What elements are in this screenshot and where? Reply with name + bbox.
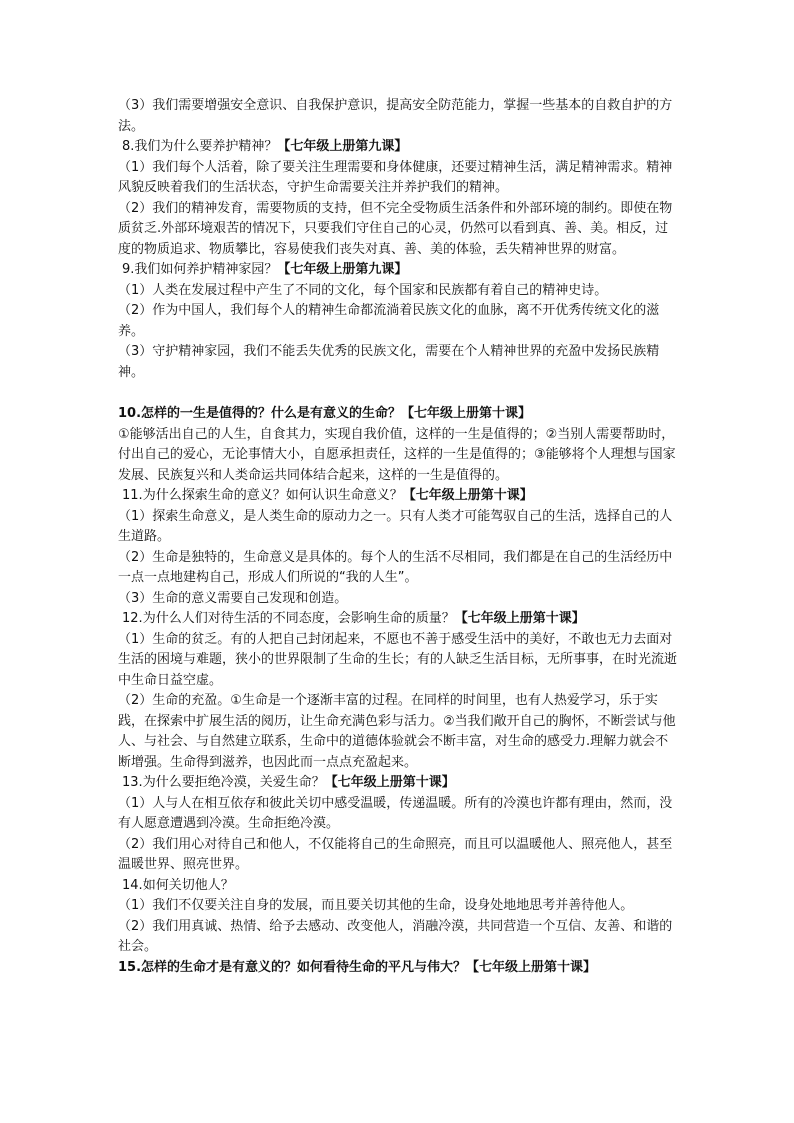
question-heading: [118, 958, 678, 979]
answer-paragraph: ①能够活出自己的人生，自食其力，实现自我价值，这样的一生是值得的；②当别人需要帮助时，付出自己的爱心，无论事情大小，自愿承担责任，这样的一生是值得的；③能够将个人理想与国家发展、民族复兴和人类命运共同体结合起来，这样的一生是值得的。: [118, 426, 676, 483]
answer-paragraph: （2）我们用真诚、热情、给予去感动、改变他人，消融冷漠，共同营造一个互信、友善、和谐的社会。: [118, 918, 673, 954]
question-heading: [118, 486, 678, 507]
question-text: 怎样的生命才是有意义的？如何看待生命的平凡与伟大？: [141, 959, 467, 975]
answer-paragraph: （2）生命是独特的，生命意义是具体的。每个人的生活不尽相同，我们都是在自己的生活经历中一点一点地建构自己，形成人们所说的“我的人生”。: [118, 549, 673, 585]
answer-paragraph: （3）我们需要增强安全意识、自我保护意识，提高安全防范能力，掌握一些基本的自救自护的方法。: [118, 98, 673, 134]
question-number: 13.: [122, 775, 143, 790]
question-heading: [118, 609, 678, 630]
question-heading: [118, 876, 678, 897]
lesson-tag: 【七年级上册第十课】: [324, 775, 455, 790]
answer-paragraph: （2）作为中国人，我们每个人的精神生命都流淌着民族文化的血脉，离不开优秀传统文化的滋养。: [118, 303, 660, 339]
question-number: 8.: [122, 139, 135, 154]
answer-paragraph: （1）我们每个人活着，除了要关注生理需要和身体健康，还要过精神生活，满足精神需求。精神风貌反映着我们的生活状态，守护生命需要关注并养护我们的精神。: [118, 159, 673, 195]
answer-paragraph: （1）探索生命意义，是人类生命的原动力之一。只有人类才可能驾驭自己的生活，选择自己的人生道路。: [118, 508, 673, 544]
answer-paragraph: （2）生命的充盈。①生命是一个逐渐丰富的过程。在同样的时间里，也有人热爱学习，乐于实践，在探索中扩展生活的阅历，让生命充满色彩与活力。②当我们敞开自己的胸怀，不断尝试与他人、与社会、与自然建立联系，生命中的道德体验就会不断丰富，对生命的感受力.理解力就会不断增强。生命得到滋养，也因此而一点点充盈起来。: [118, 693, 676, 770]
question-number: 9.: [122, 262, 135, 277]
answer-paragraph: （2）我们用心对待自己和他人，不仅能将自己的生命照亮，而且可以温暖他人、照亮他人，甚至温暖世界、照亮世界。: [118, 836, 673, 872]
question-text: 为什么要拒绝冷漠，关爱生命？: [142, 775, 325, 790]
question-heading: [118, 404, 678, 425]
answer-paragraph: （1）我们不仅要关注自身的发展，而且要关切其他的生命，设身处地地思考并善待他人。: [118, 898, 634, 913]
question-text: 我们如何养护精神家园？: [134, 262, 278, 277]
question-number: 10.: [118, 406, 142, 421]
question-text: 怎样的一生是值得的？什么是有意义的生命？: [141, 406, 402, 421]
question-text: 为什么人们对待生活的不同态度，会影响生命的质量？: [142, 611, 455, 626]
answer-paragraph: （1）生命的贫乏。有的人把自己封闭起来，不愿也不善于感受生活中的美好，不敢也无力去面对生活的困境与难题，狭小的世界限制了生命的生长；有的人缺乏生活目标，无所事事，在时光流逝中生命日益空虚。: [118, 631, 678, 688]
lesson-tag: 【七年级上册第九课】: [277, 139, 408, 154]
lesson-tag: 【七年级上册第十课】: [401, 406, 532, 421]
document-body: [118, 96, 678, 978]
question-heading: [118, 260, 678, 281]
question-number: 11.: [122, 488, 143, 503]
question-text: 我们为什么要养护精神？: [134, 139, 278, 154]
answer-paragraph: （1）人类在发展过程中产生了不同的文化，每个国家和民族都有着自己的精神史诗。: [118, 282, 608, 298]
answer-paragraph: （1）人与人在相互依存和彼此关切中感受温暖，传递温暖。所有的冷漠也许都有理由，然而，没有人愿意遭遇到冷漠。生命拒绝冷漠。: [118, 795, 673, 831]
answer-paragraph: （3）守护精神家园，我们不能丢失优秀的民族文化，需要在个人精神世界的充盈中发扬民族精神。: [118, 344, 660, 380]
lesson-tag: 【七年级上册第九课】: [277, 262, 408, 277]
blank-line: [118, 383, 678, 404]
question-number: 15.: [118, 959, 142, 975]
question-heading: [118, 137, 678, 158]
question-text: 如何关切他人？: [142, 877, 234, 893]
question-text: 为什么探索生命的意义？如何认识生命意义？: [142, 488, 403, 503]
answer-paragraph: （3）生命的意义需要自己发现和创造。: [118, 590, 348, 606]
question-number: 14.: [122, 877, 143, 893]
answer-paragraph: （2）我们的精神发育，需要物质的支持，但不完全受物质生活条件和外部环境的制约。即使在物质贫乏.外部环境艰苦的情况下，只要我们守住自己的心灵，仍然可以看到真、善、美。相反，过度的物质追求、物质攀比，容易使我们丧失对真、善、美的体验，丢失精神世界的财富。: [118, 200, 673, 257]
question-number: 12.: [122, 611, 143, 626]
lesson-tag: 【七年级上册第十课】: [466, 959, 597, 975]
lesson-tag: 【七年级上册第十课】: [402, 488, 533, 503]
lesson-tag: 【七年级上册第十课】: [454, 611, 585, 626]
question-heading: [118, 773, 678, 794]
